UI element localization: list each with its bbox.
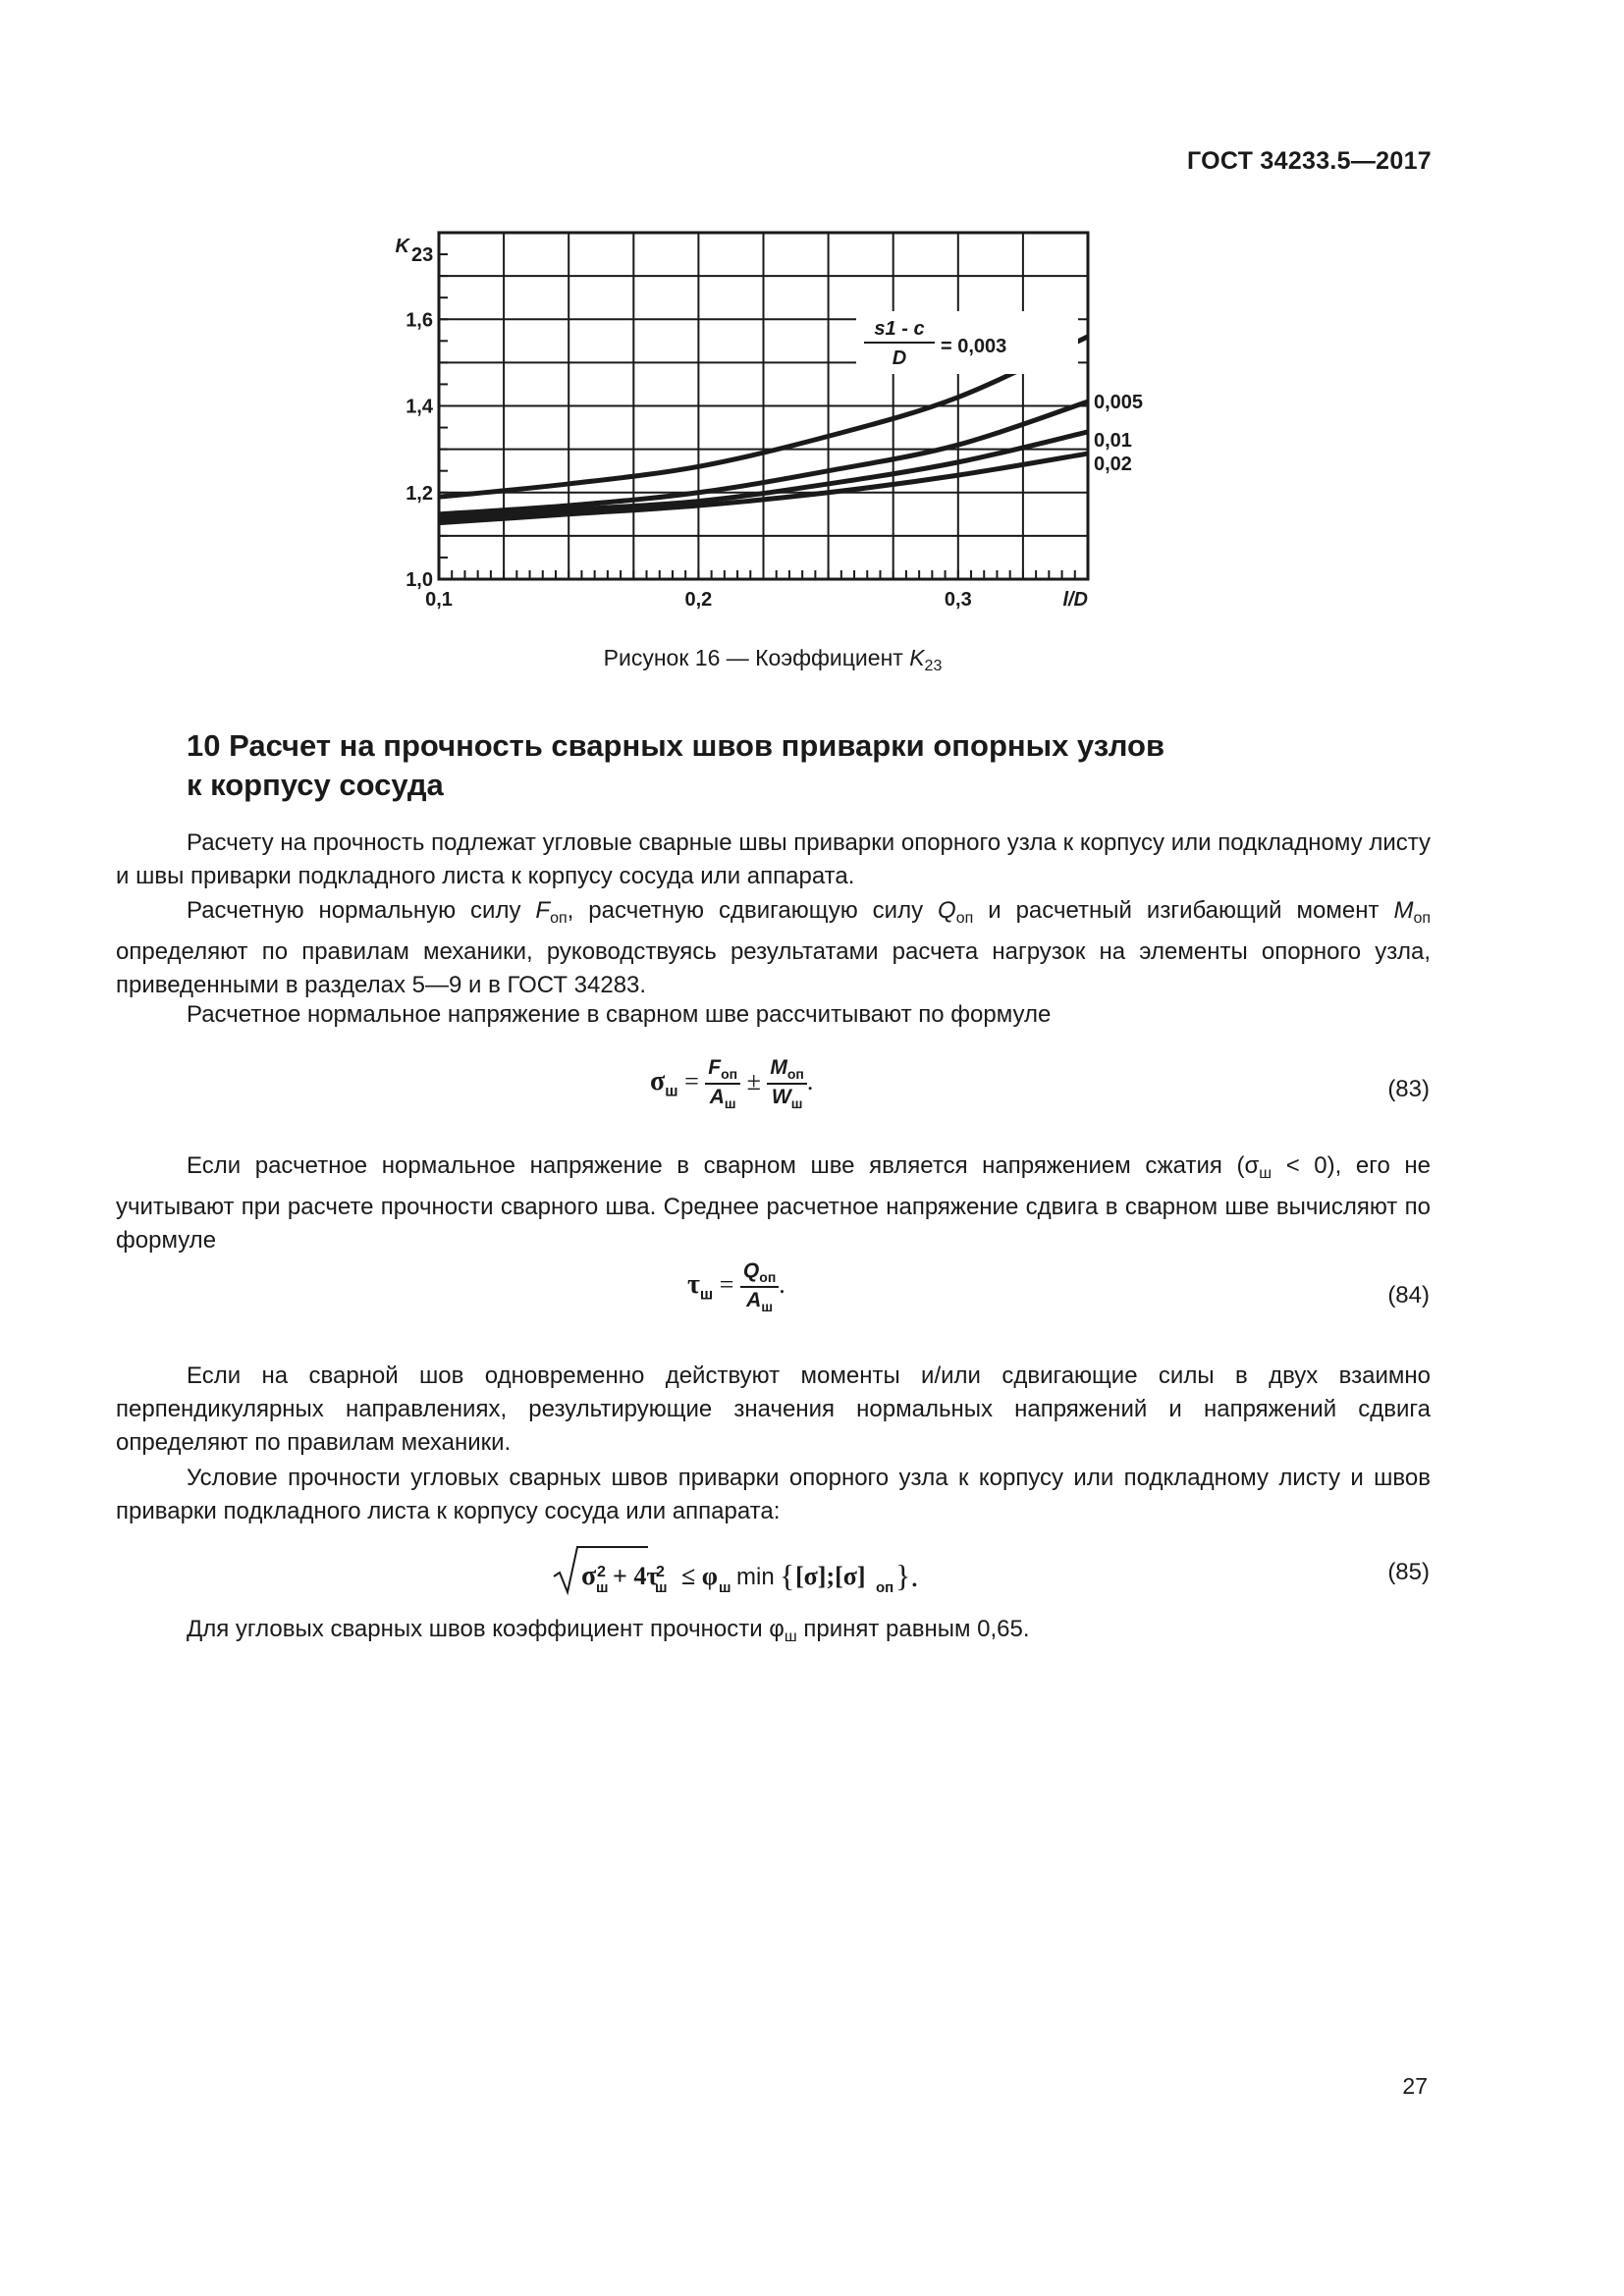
equation-84-number: (84) <box>1387 1282 1430 1308</box>
p7-text-a: Для угловых сварных швов коэффициент прочности φ <box>187 1616 785 1642</box>
equation-83: $\sigma_ш$ = $\frac{F_{оп}}{A_ш}$ ± $\frac{M_{оп}}{W_ш}$ . <box>650 1056 814 1112</box>
eq85-plus-4: + 4τ <box>613 1562 659 1590</box>
eq84-n1: Q <box>742 1259 760 1282</box>
p2-text-a: Расчетную нормальную силу <box>187 897 536 924</box>
paragraph-1: Расчету на прочность подлежат угловые сварные швы приварки опорного узла к корпусу или подкладному листу и швы приварки подкладного листа к корпусу сосуда или аппарата. <box>116 829 1431 889</box>
eq85-lbrace: { <box>780 1558 795 1593</box>
k23-chart <box>373 211 1144 623</box>
p2-sub-F: оп <box>550 910 568 927</box>
p4-text-b: < 0), его не учитывают при расчете прочности сварного шва. Среднее расчетное напряжение сдвига в сварном шве вычисляют по формуле <box>116 1152 1431 1254</box>
series-label: 0,005 <box>1094 392 1144 414</box>
y-tick-label: 1,6 <box>406 309 433 332</box>
chart-grid <box>439 233 1088 579</box>
eq83-lhs-sub: ш <box>665 1083 678 1100</box>
eq85-rbrace: }. <box>895 1558 919 1593</box>
eq83-n1: F <box>708 1056 722 1079</box>
paragraph-7 <box>116 1613 1431 1654</box>
eq83-d1-sub: ш <box>724 1095 736 1112</box>
section-title-line1: 10 Расчет на прочность сварных швов приварки опорных узлов <box>187 728 1165 763</box>
eq83-d2: W <box>771 1086 791 1109</box>
paragraph-4 <box>116 1149 1431 1257</box>
x-axis-label: l/D <box>1062 589 1088 611</box>
eq84-lhs-symbol: τ <box>687 1269 700 1301</box>
equation-84: $\tau_ш$ = $\frac{Q_{оп}}{A_ш}$ . <box>687 1259 785 1315</box>
series-label: 0,02 <box>1094 454 1132 476</box>
eq83-d2-sub: ш <box>790 1095 803 1112</box>
eq84-d1-sub: ш <box>761 1299 774 1315</box>
eq85-tau-exp: 2 <box>656 1564 665 1580</box>
paragraph-3: Расчетное нормальное напряжение в сварном шве рассчитывают по формуле <box>187 1001 1052 1028</box>
paragraph-2 <box>116 894 1431 1002</box>
x-tick-label: 0,1 <box>425 589 453 611</box>
p2-sub-M: оп <box>1413 910 1431 927</box>
p7-sub: ш <box>784 1629 797 1645</box>
eq84-lhs-sub: ш <box>699 1286 714 1304</box>
p2-text-d: определяют по правилам механики, руководствуясь результатами расчета нагрузок на элементы опорного узла, приведенными в разделах 5—9 и в ГОСТ 34283. <box>116 938 1431 998</box>
eq85-sigma: σ <box>581 1561 597 1591</box>
figure-caption-sub: 23 <box>924 658 943 674</box>
eq85-op-sub: оп <box>876 1579 894 1596</box>
page-number: 27 <box>1402 2073 1428 2099</box>
p2-text-b: , расчетную сдвигающую силу <box>567 897 939 924</box>
p2-text-c: и расчетный изгибающий момент <box>973 897 1394 924</box>
eq85-phi-sub: ш <box>719 1579 731 1596</box>
figure-caption-var: K <box>909 645 925 670</box>
eq85-leq: ≤ φ <box>681 1562 718 1590</box>
annotation-numerator: s1 - c <box>874 318 925 340</box>
p2-sub-Q: оп <box>955 910 974 927</box>
p4-text-a: Если расчетное нормальное напряжение в сварном шве является напряжением сжатия (σ <box>187 1152 1260 1179</box>
p2-var-M: M <box>1393 897 1414 924</box>
p2-var-Q: Q <box>938 897 956 924</box>
annotation-equals: = 0,003 <box>941 336 1007 357</box>
y-tick-label: 1,2 <box>406 482 433 505</box>
eq84-fraction <box>740 1259 779 1314</box>
eq83-n1-sub: оп <box>721 1066 738 1083</box>
eq83-lhs <box>650 1066 678 1100</box>
eq84-d1: A <box>746 1289 762 1312</box>
document-standard-header: ГОСТ 34233.5—2017 <box>1186 147 1432 175</box>
p2-var-F: F <box>535 897 551 924</box>
eq84-equals: = <box>719 1270 734 1300</box>
series-label: 0,01 <box>1094 429 1132 452</box>
eq85-sigma-sub: ш <box>596 1579 609 1596</box>
eq85-sigma-allow: [σ];[σ] <box>795 1562 866 1590</box>
paragraph-6: Условие прочности угловых сварных швов приварки опорного узла к корпусу или подкладному листу и швов приварки подкладного листа к корпусу сосуда или аппарата: <box>116 1465 1431 1524</box>
eq84-n1-sub: оп <box>759 1269 777 1286</box>
equation-83-number: (83) <box>1387 1076 1430 1102</box>
eq83-n2: M <box>770 1056 787 1079</box>
y-tick-label: 1,0 <box>406 569 433 591</box>
equation-85 <box>550 1541 962 1600</box>
eq84-lhs <box>687 1269 714 1304</box>
annotation-denominator: D <box>892 347 907 369</box>
p7-text-b: принят равным 0,65. <box>796 1616 1030 1642</box>
figure-caption-prefix: Рисунок 16 — Коэффициент <box>603 645 910 670</box>
eq83-fraction-1 <box>705 1056 740 1111</box>
eq83-lhs-symbol: σ <box>650 1066 666 1097</box>
eq83-equals: = <box>684 1067 699 1096</box>
y-axis-label-sub: 23 <box>411 244 434 266</box>
eq85-min: min <box>736 1564 775 1590</box>
section-title-line2: к корпусу сосуда <box>187 768 444 802</box>
equation-85-number: (85) <box>1387 1559 1430 1585</box>
p4-sub: ш <box>1259 1165 1272 1182</box>
eq85-tau-sub: ш <box>655 1579 668 1596</box>
eq85-sigma-exp: 2 <box>597 1564 606 1580</box>
section-title <box>187 726 1463 805</box>
paragraph-5: Если на сварной шов одновременно действуют моменты и/или сдвигающие силы в двух взаимно перпендикулярных направлениях, результирующие значения нормальных напряжений и напряжений сдвига определяют по правилам механики. <box>116 1362 1431 1456</box>
eq83-d1: A <box>709 1086 725 1109</box>
x-tick-label: 0,2 <box>684 589 713 611</box>
eq83-plusminus: ± <box>746 1067 761 1096</box>
y-tick-label: 1,4 <box>406 396 433 418</box>
x-tick-label: 0,3 <box>944 589 972 611</box>
eq83-n2-sub: оп <box>786 1066 804 1083</box>
y-axis-label: K <box>395 236 409 257</box>
eq83-fraction-2 <box>767 1056 807 1111</box>
figure-caption <box>0 645 1545 675</box>
